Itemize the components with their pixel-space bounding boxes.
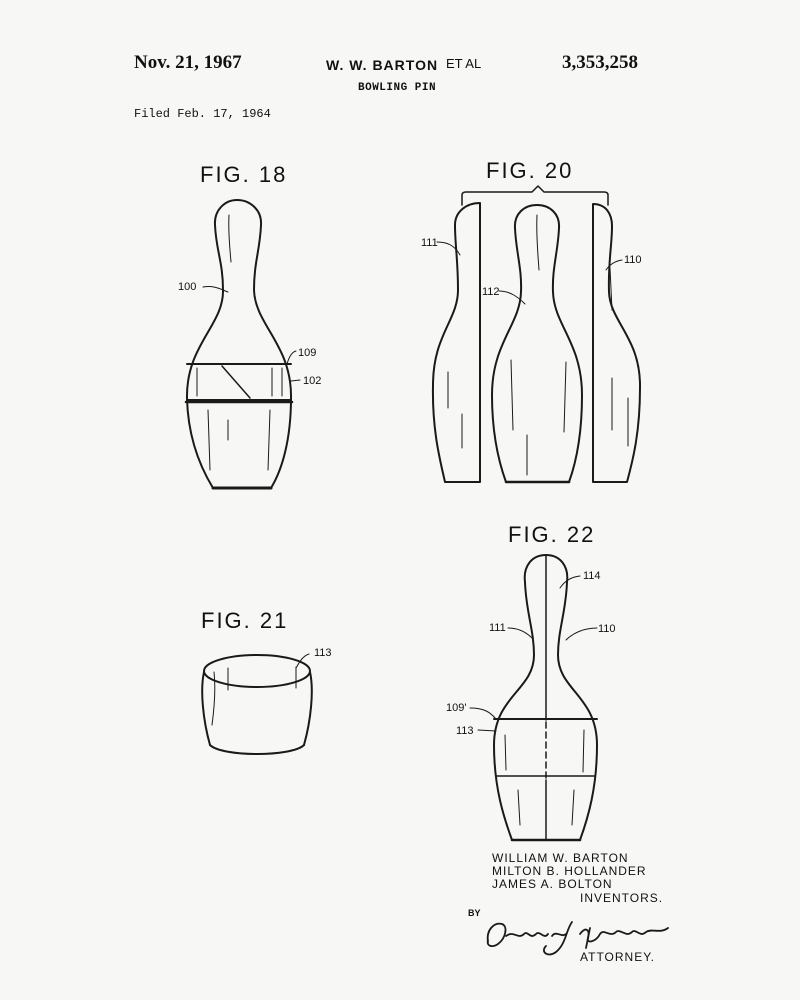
ref-114: 114 <box>583 570 601 582</box>
ref-111-fig22: 111 <box>489 622 506 634</box>
inventors-label: INVENTORS. <box>580 891 664 905</box>
fig-22-assembled-pin <box>470 555 597 840</box>
ref-113-fig21: 113 <box>314 647 332 659</box>
attorney-label: ATTORNEY. <box>580 950 656 964</box>
fig-20-right-half <box>593 204 640 482</box>
ref-113-fig22: 113 <box>456 725 474 737</box>
fig-20-left-half <box>433 203 480 482</box>
inventor-name-1: WILLIAM W. BARTON <box>492 851 629 865</box>
fig-18-label: FIG. 18 <box>200 162 288 187</box>
patent-title: BOWLING PIN <box>358 82 437 94</box>
ref-100: 100 <box>178 281 197 293</box>
fig-18-bowling-pin <box>186 200 300 488</box>
fig-20-bracket <box>462 186 608 205</box>
inventor-name-3: JAMES A. BOLTON <box>492 877 613 891</box>
fig-20-label: FIG. 20 <box>486 158 574 183</box>
patent-date: Nov. 21, 1967 <box>134 52 242 73</box>
inventor-short-name: W. W. BARTON <box>326 57 439 73</box>
patent-number: 3,353,258 <box>562 52 638 73</box>
by-label: BY <box>468 908 481 918</box>
fig-21-label: FIG. 21 <box>201 608 289 633</box>
fig-21-band-ring <box>202 654 312 754</box>
fig-22-label: FIG. 22 <box>508 522 596 547</box>
attorney-signature <box>488 922 668 954</box>
fig-20-exploded-pin <box>433 186 640 482</box>
ref-112: 112 <box>482 286 500 298</box>
ref-102: 102 <box>303 375 322 387</box>
ref-109: 109 <box>298 347 317 359</box>
fig-18-pin-outline <box>187 200 291 488</box>
et-al-label: ET AL <box>446 56 482 71</box>
ref-110-fig22: 110 <box>598 623 616 635</box>
inventor-name-2: MILTON B. HOLLANDER <box>492 864 647 878</box>
ref-111-fig20: 111 <box>421 237 438 249</box>
ref-110-fig20: 110 <box>624 254 642 266</box>
ref-109-prime: 109' <box>446 702 467 714</box>
filed-date: Filed Feb. 17, 1964 <box>134 107 271 121</box>
